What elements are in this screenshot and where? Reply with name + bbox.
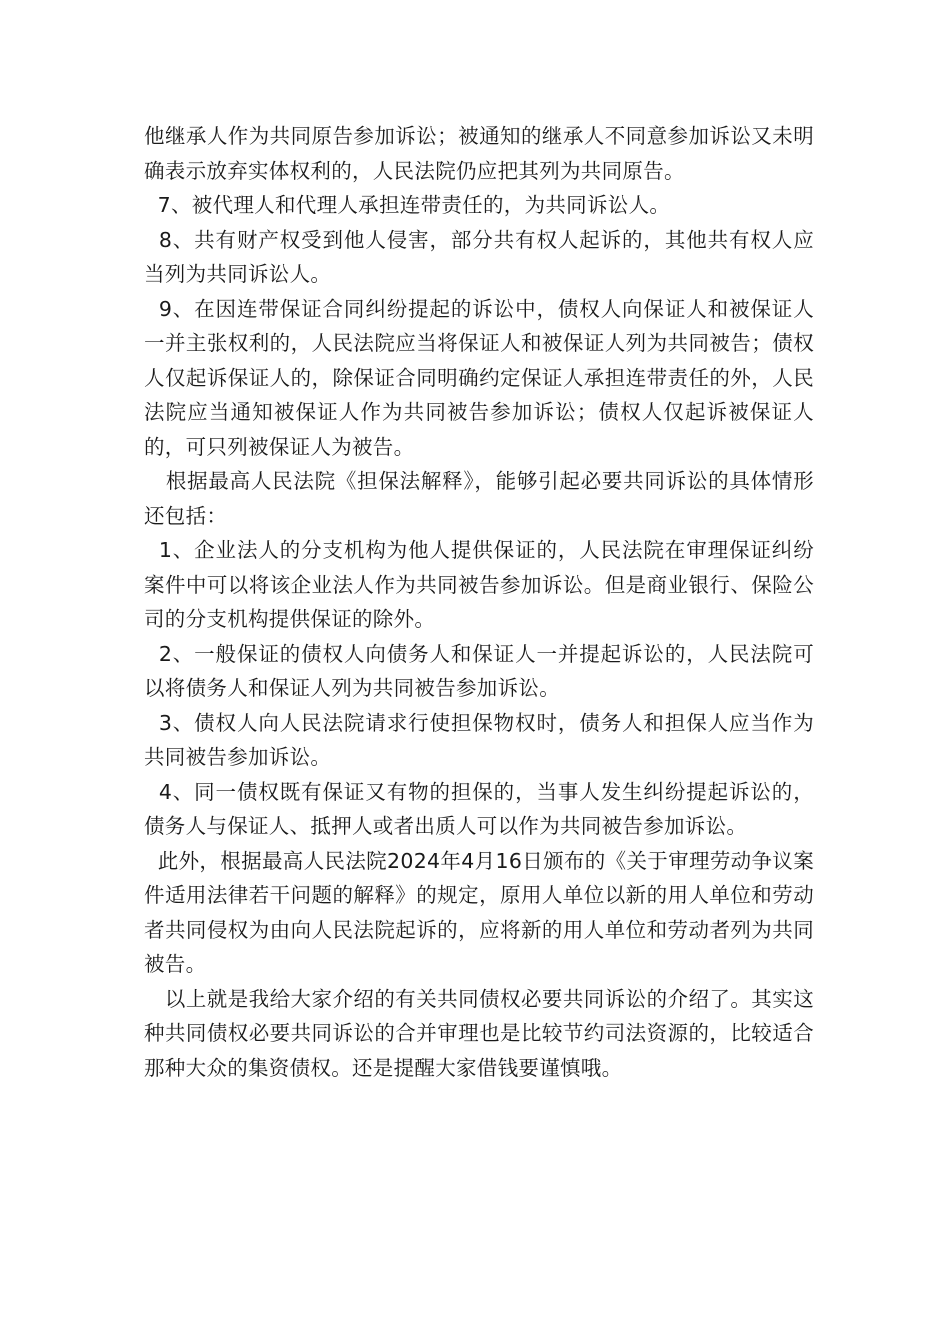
- paragraph-labor-dispute: 此外，根据最高人民法院2024年4月16日颁布的《关于审理劳动争议案件适用法律若干问题的解释》的规定，原用人单位以新的用人单位和劳动者共同侵权为由向人民法院起诉的，应将新的用人单位和劳动者列为共同被告。: [144, 848, 815, 976]
- paragraph-conclusion: 以上就是我给大家介绍的有关共同债权必要共同诉讼的介绍了。其实这种共同债权必要共同诉讼的合并审理也是比较节约司法资源的，比较适合那种大众的集资债权。还是提醒大家借钱要谨慎哦。: [144, 986, 814, 1080]
- paragraph-guarantee-item-3: 3、债权人向人民法院请求行使担保物权时，债务人和担保人应当作为共同被告参加诉讼。: [144, 710, 814, 769]
- paragraph-item-9: 9、在因连带保证合同纠纷提起的诉讼中，债权人向保证人和被保证人一并主张权利的，人民法院应当将保证人和被保证人列为共同被告；债权人仅起诉保证人的，除保证合同明确约定保证人承担连带责任的外，人民法院应当通知被保证人作为共同被告参加诉讼；债权人仅起诉被保证人的，可只列被保证人为被告。: [144, 296, 814, 459]
- document-body: [144, 119, 814, 1085]
- paragraph-guarantee-item-1: 1、企业法人的分支机构为他人提供保证的，人民法院在审理保证纠纷案件中可以将该企业法人作为共同被告参加诉讼。但是商业银行、保险公司的分支机构提供保证的除外。: [144, 538, 814, 631]
- paragraph-guarantee-law-intro: 根据最高人民法院《担保法解释》，能够引起必要共同诉讼的具体情形还包括：: [144, 469, 814, 528]
- paragraph-item-7: 7、被代理人和代理人承担连带责任的，为共同诉讼人。: [144, 193, 671, 217]
- paragraph-item-8: 8、共有财产权受到他人侵害，部分共有权人起诉的，其他共有权人应当列为共同诉讼人。: [144, 227, 814, 286]
- paragraph-guarantee-item-2: 2、一般保证的债权人向债务人和保证人一并提起诉讼的，人民法院可以将债务人和保证人列为共同被告参加诉讼。: [144, 641, 814, 700]
- paragraph-continuation: 他继承人作为共同原告参加诉讼；被通知的继承人不同意参加诉讼又未明确表示放弃实体权利的，人民法院仍应把其列为共同原告。: [144, 124, 814, 183]
- paragraph-guarantee-item-4: 4、同一债权既有保证又有物的担保的，当事人发生纠纷提起诉讼的，债务人与保证人、抵押人或者出质人可以作为共同被告参加诉讼。: [144, 779, 814, 838]
